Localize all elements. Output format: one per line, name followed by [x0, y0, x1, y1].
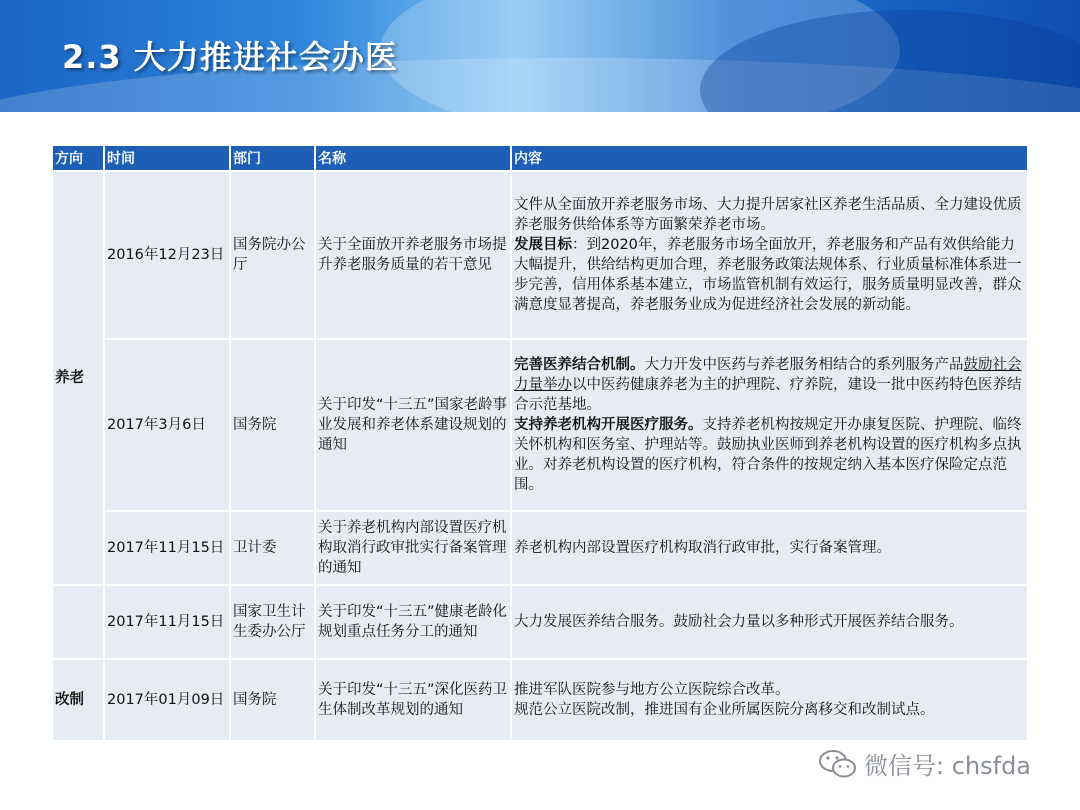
content-cell: [512, 660, 1027, 740]
content-text: 文件从全面放开养老服务市场、大力提升居家社区养老生活品质、全力建设优质养老服务供给体系等方面繁荣养老市场。: [514, 197, 1022, 233]
wechat-watermark: [818, 746, 1031, 781]
department-cell: 国务院: [231, 660, 316, 740]
content-emphasis: 支持养老机构开展医疗服务。: [514, 417, 703, 433]
department-cell: 国务院: [231, 340, 316, 510]
time-cell: 2016年12月23日: [105, 172, 231, 338]
department-cell: 卫计委: [231, 512, 316, 584]
name-cell: 关于印发“十三五”深化医药卫生体制改革规划的通知: [316, 660, 512, 740]
content-text: 以中医药健康养老为主的护理院、疗养院，建设一批中医药特色医养结合示范基地。: [514, 377, 1022, 413]
content-text: ：到2020年，养老服务市场全面放开，养老服务和产品有效供给能力大幅提升，供给结构更加合理，养老服务政策法规体系、行业质量标准体系进一步完善，信用体系基本建立，市场监管机制有效运行，服务质量明显改善，群众满意度显著提高，养老服务业成为促进经济社会发展的新动能。: [514, 237, 1022, 313]
direction-cell: 改制: [53, 660, 105, 740]
time-cell: 2017年11月15日: [105, 586, 231, 658]
header-direction: 方向: [53, 146, 105, 170]
slide-title: 2.3 大力推进社会办医: [62, 38, 398, 76]
header-content: 内容: [512, 146, 1027, 170]
department-cell: 国务院办公厅: [231, 172, 316, 338]
name-cell: 关于印发“十三五”国家老龄事业发展和养老体系建设规划的通知: [316, 340, 512, 510]
policy-table: [53, 144, 1027, 742]
name-cell: 关于养老机构内部设置医疗机构取消行政审批实行备案管理的通知: [316, 512, 512, 584]
content-text: 推进军队医院参与地方公立医院综合改革。: [514, 682, 790, 698]
time-cell: 2017年01月09日: [105, 660, 231, 740]
wechat-icon: [818, 748, 858, 780]
name-cell: 关于印发“十三五”健康老龄化规划重点任务分工的通知: [316, 586, 512, 658]
content-underlined: 鼓励社会力量举办: [514, 357, 1022, 393]
content-cell: [512, 172, 1027, 338]
content-emphasis: 发展目标: [514, 237, 572, 253]
table-row: [53, 512, 1027, 584]
content-emphasis: 完善医养结合机制。: [514, 357, 645, 373]
department-cell: 国家卫生计生委办公厅: [231, 586, 316, 658]
content-text: 大力开发中医药与养老服务相结合的系列服务产品: [644, 357, 964, 373]
name-cell: 关于全面放开养老服务市场提升养老服务质量的若干意见: [316, 172, 512, 338]
table-row: [53, 660, 1027, 740]
direction-cell: [53, 586, 105, 658]
content-cell: 养老机构内部设置医疗机构取消行政审批，实行备案管理。: [512, 512, 1027, 584]
content-text: 支持养老机构按规定开办康复医院、护理院、临终关怀机构和医务室、护理站等。鼓励执业医师到养老机构设置的医疗机构多点执业。对养老机构设置的医疗机构，符合条件的按规定纳入基本医疗保险定点范围。: [514, 417, 1022, 493]
header-department: 部门: [231, 146, 316, 170]
table-row: [53, 586, 1027, 658]
content-cell: [512, 340, 1027, 510]
table-row: [53, 340, 1027, 510]
table-header-row: [53, 146, 1027, 170]
direction-cell: 养老: [53, 172, 105, 584]
time-cell: 2017年3月6日: [105, 340, 231, 510]
content-text: 规范公立医院改制，推进国有企业所属医院分离移交和改制试点。: [514, 702, 935, 718]
watermark-text: 微信号: chsfda: [864, 752, 1032, 780]
content-cell: 大力发展医养结合服务。鼓励社会力量以多种形式开展医养结合服务。: [512, 586, 1027, 658]
time-cell: 2017年11月15日: [105, 512, 231, 584]
table-row: [53, 172, 1027, 338]
header-name: 名称: [316, 146, 512, 170]
header-time: 时间: [105, 146, 231, 170]
